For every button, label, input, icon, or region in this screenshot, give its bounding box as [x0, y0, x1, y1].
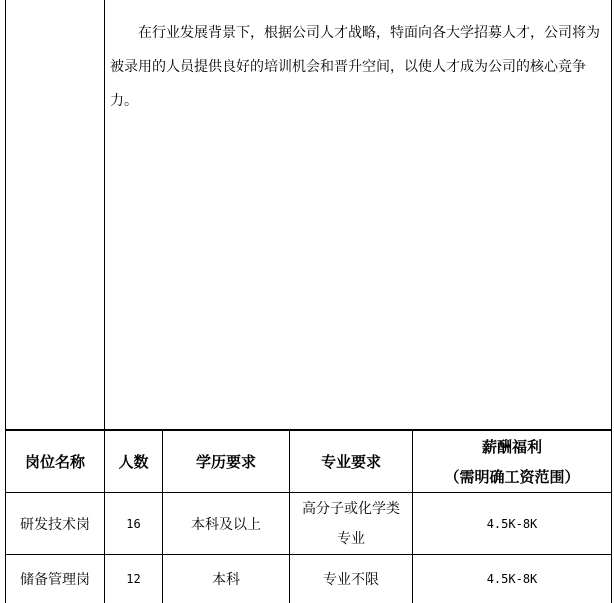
header-salary-note: （需明确工资范围）: [444, 467, 580, 486]
header-major: 专业要求: [320, 453, 381, 471]
intro-paragraph: [110, 16, 610, 118]
row2-major: 专业不限: [323, 572, 379, 588]
row2-position: 储备管理岗: [20, 572, 90, 588]
intro-text: 在行业发展背景下，根据公司人才战略，特面向各大学招募人才，公司将为被录用的人员提供良好的培训机会和晋升空间，以使人才成为公司的核心竞争力。: [110, 25, 600, 109]
intro-cell-divider: [104, 0, 105, 430]
header-count: 人数: [118, 453, 149, 471]
row2-count: 12: [126, 572, 141, 586]
header-education: 学历要求: [195, 453, 256, 471]
row2-education: 本科: [212, 572, 240, 588]
header-salary-title: 薪酬福利: [481, 437, 542, 456]
header-salary: [413, 431, 611, 492]
header-position: 岗位名称: [24, 453, 85, 471]
row1-education: 本科及以上: [191, 516, 261, 533]
row1-salary: 4.5K-8K: [486, 516, 538, 531]
row1-position: 研发技术岗: [20, 516, 90, 533]
row1-count: 16: [126, 516, 141, 531]
row2-salary: 4.5K-8K: [486, 572, 538, 586]
row1-major: 高分子或化学类 专业: [302, 500, 400, 547]
table-border-right: [611, 0, 612, 603]
